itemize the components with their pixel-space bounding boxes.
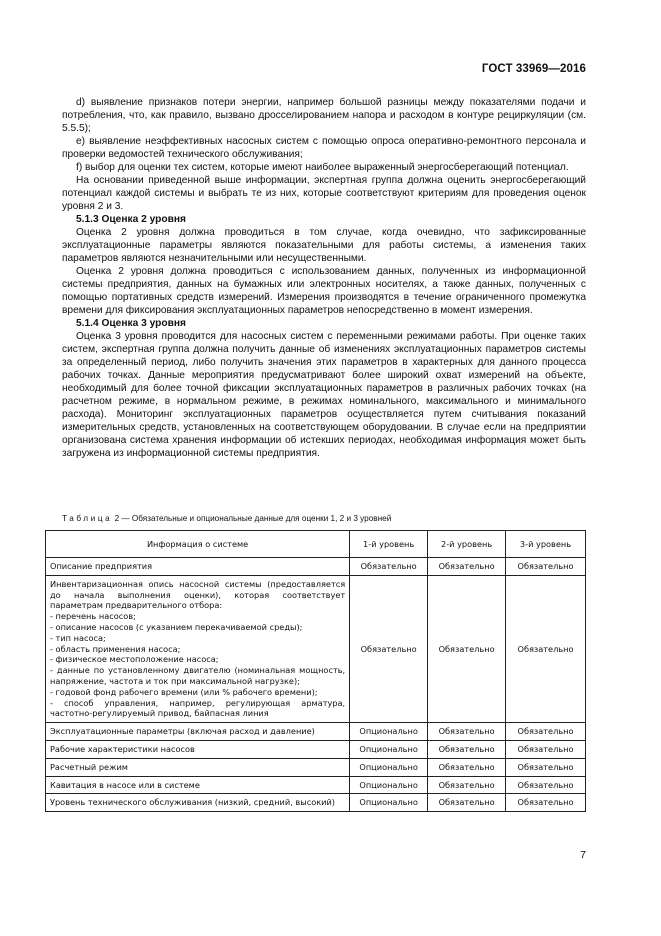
row-level-1: Обязательно [350, 558, 428, 576]
info-line: - способ управления, например, регулирующая арматура, частотно-регулируемый привод, байпасная линия [50, 697, 346, 719]
paragraph-e: е) выявление неэффективных насосных систем с помощью опроса оперативно-ремонтного персонала и проверки ведомостей технического обслуживания; [62, 136, 586, 160]
paragraph-513-1: Оценка 2 уровня должна проводиться в том случае, когда очевидно, что зафиксированные эксплуатационные параметры являются показательными для работы системы, а изменения таких параметров являются незначительными или несущественными. [62, 227, 586, 264]
row-info: Рабочие характеристики насосов [46, 740, 350, 758]
page-number: 7 [580, 849, 586, 861]
row-level-3: Обязательно [506, 794, 586, 812]
info-line: - годовой фонд рабочего времени (или % рабочего времени); [50, 686, 318, 697]
paragraph-d: d) выявление признаков потери энергии, например большой разницы между показателями подачи и потребления, что, как правило, вызвано дросселированием напора и расходом в контуре рециркуляции (см. 5.5.5); [62, 97, 586, 134]
row-level-1: Опционально [350, 794, 428, 812]
paragraph-summary: На основании приведенной выше информации, экспертная группа должна оценить энергосберегающий потенциал каждой системы и выбрать те из них, которые соответствуют критериям для проведения оценок уровня 2 и 3. [62, 175, 586, 212]
row-level-2: Обязательно [428, 740, 506, 758]
table-row [46, 558, 586, 576]
header-level-1: 1-й уровень [350, 531, 428, 558]
row-level-1: Опционально [350, 740, 428, 758]
row-level-1: Опционально [350, 758, 428, 776]
header-level-2: 2-й уровень [428, 531, 506, 558]
row-level-1: Опционально [350, 776, 428, 794]
table-row [46, 794, 586, 812]
row-level-3: Обязательно [506, 558, 586, 576]
header-info: Информация о системе [46, 531, 350, 558]
table-row [46, 758, 586, 776]
row-level-2: Обязательно [428, 776, 506, 794]
row-info: Кавитация в насосе или в системе [46, 776, 350, 794]
paragraph-513-2: Оценка 2 уровня должна проводиться с использованием данных, полученных из информационной системы предприятия, данных на бумажных или электронных носителях, а также данных, полученных с помощью портативных средств измерений. Измерения производятся в течение ограниченного промежутка времени для фиксирования эксплуатационных параметров непосредственно в момент измерения. [62, 266, 586, 316]
data-requirements-table [45, 530, 586, 812]
row-level-2: Обязательно [428, 558, 506, 576]
row-info: Эксплуатационные параметры (включая расход и давление) [46, 723, 350, 741]
row-level-3: Обязательно [506, 723, 586, 741]
info-line: - перечень насосов; [50, 611, 136, 622]
table-row [46, 740, 586, 758]
heading-5-1-3: 5.1.3 Оценка 2 уровня [76, 214, 186, 225]
row-level-1: Опционально [350, 723, 428, 741]
heading-5-1-4: 5.1.4 Оценка 3 уровня [76, 318, 186, 329]
table-caption-text: 2 — Обязательные и опциональные данные для оценки 1, 2 и 3 уровней [114, 514, 392, 523]
table-row [46, 776, 586, 794]
info-line: - тип насоса; [50, 632, 106, 643]
info-line: - описание насосов (с указанием перекачиваемой среды); [50, 621, 303, 632]
row-info: Расчетный режим [46, 758, 350, 776]
row-level-2: Обязательно [428, 758, 506, 776]
info-line: Инвентаризационная опись насосной системы (предоставляется до начала выполнения оценки), которая соответствует параметрам предварительного отбора: [50, 578, 346, 611]
row-level-3: Обязательно [506, 575, 586, 722]
document-header: ГОСТ 33969—2016 [481, 63, 586, 75]
row-info [46, 575, 350, 722]
row-level-3: Обязательно [506, 740, 586, 758]
info-line: - область применения насоса; [50, 643, 181, 654]
table-row [46, 575, 586, 722]
row-level-2: Обязательно [428, 723, 506, 741]
row-level-2: Обязательно [428, 575, 506, 722]
header-level-3: 3-й уровень [506, 531, 586, 558]
table-row [46, 723, 586, 741]
table-header-row [46, 531, 586, 558]
row-info: Описание предприятия [46, 558, 350, 576]
row-level-3: Обязательно [506, 758, 586, 776]
info-line: - физическое местоположение насоса; [50, 654, 219, 665]
table-caption [62, 514, 586, 523]
row-info: Уровень технического обслуживания (низкий, средний, высокий) [46, 794, 350, 812]
paragraph-514-1: Оценка 3 уровня проводится для насосных систем с переменными режимами работы. При оценке таких систем, экспертная группа должна получить данные об изменениях эксплуатационных параметров системы за определенный период, либо получить значения этих параметров в характерных для данного процесса рабочих точках. Данные мероприятия предусматривают более широкий охват измерений на объекте, необходимый для более точной фиксации эксплуатационных параметров в различных рабочих точках (на расчетном режиме, в нормальном режиме, в режимах номинального, максимального и минимального расхода). Мониторинг эксплуатационных параметров осуществляется путем считывания показаний измерительных средств, установленных на соответствующем оборудовании. В случае если на предприятии организована система хранения информации об истекших периодах, необходимая информация может быть загружена из информационной системы предприятия. [62, 331, 586, 459]
row-level-1: Обязательно [350, 575, 428, 722]
body-text [62, 96, 586, 460]
paragraph-f: f) выбор для оценки тех систем, которые имеют наиболее выраженный энергосберегающий потенциал. [76, 162, 569, 173]
row-level-2: Обязательно [428, 794, 506, 812]
table-caption-label: Таблица [62, 514, 113, 523]
row-level-3: Обязательно [506, 776, 586, 794]
info-line: - данные по установленному двигателю (номинальная мощность, напряжение, частота и ток при максимальной нагрузке); [50, 665, 346, 686]
